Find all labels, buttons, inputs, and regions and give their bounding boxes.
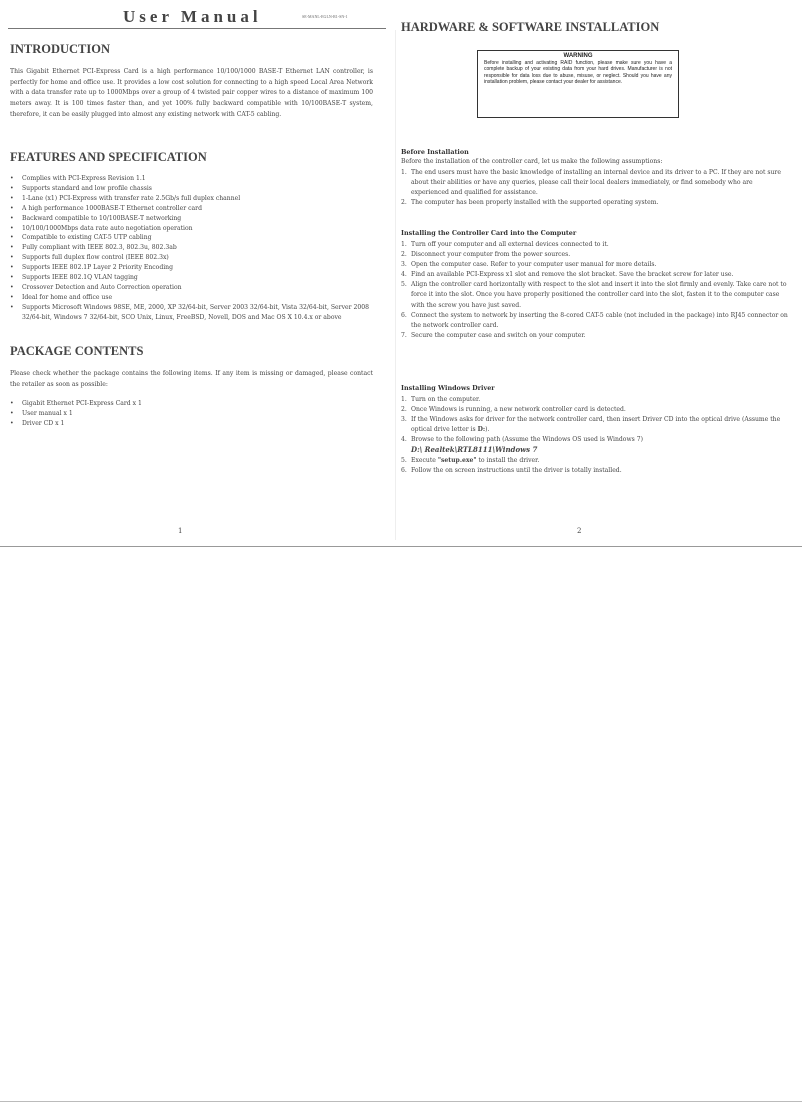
list-item: 3. If the Windows asks for driver for the network controller card, then insert Driver CD into the optical drive (Assume the optical drive letter is D:).: [401, 416, 781, 434]
install-card-list: [401, 240, 791, 341]
list-item: • Supports full duplex flow control (IEEE 802.3x): [10, 253, 376, 263]
list-item: • Compatible to existing CAT-5 UTP cabling: [10, 233, 376, 243]
list-item: • Driver CD x 1: [10, 419, 376, 429]
warning-text: Before installing and activating RAID function, please make sure you have a complete backup of your existing data from your hard drives. Manufacturer is not responsible for data loss due to abuse, misuse, or neglect. Should you have any installation problem, please contact your dealer for assistance.: [484, 60, 672, 85]
list-item: 2. The computer has been properly installed with the supported operating system.: [401, 199, 659, 207]
list-item: 7. Secure the computer case and switch on your computer.: [401, 331, 586, 339]
left-page: [0, 0, 395, 545]
intro-heading: INTRODUCTION: [10, 42, 111, 56]
list-item: • Backward compatible to 10/100BASE-T networking: [10, 214, 376, 224]
list-item: 1. The end users must have the basic knowledge of installing an internal device and its driver to a PC. If they are not sure about their abilities or have any queries, please call their local dealers immediately, or find somebody who are experienced and qualified for assistance.: [401, 169, 781, 197]
list-item: • Complies with PCI-Express Revision 1.1: [10, 174, 376, 184]
header-rule: [8, 28, 386, 29]
header-title: User Manual: [123, 7, 262, 26]
driver-heading: Installing Windows Driver: [401, 384, 495, 392]
list-item: 5. Execute "setup.exe" to install the driver.: [401, 456, 540, 464]
installation-heading: HARDWARE & SOFTWARE INSTALLATION: [401, 20, 660, 34]
list-item: • Supports IEEE 802.1Q VLAN tagging: [10, 273, 376, 283]
header-code: SE-MANL-EGLN-R1-SN-1: [302, 14, 348, 19]
intro-text: This Gigabit Ethernet PCI-Express Card is a high performance 10/100/1000 BASE-T Ethernet LAN controller, is perfectly for home and office use. It provides a low cost solution for connecting to a high speed Local Area Network with a data transfer rate up to 1000Mbps over a group of 4 twisted pair copper wires to a distance of maximum 100 meters away. It is 100 times faster than, and yet 100% fully backward compatible with 10/100BASE-T system, therefore, it can be easily plugged into almost any existing network with CAT-5 cabling.: [10, 68, 373, 118]
list-item: • Ideal for home and office use: [10, 293, 376, 303]
before-installation-heading: Before Installation: [401, 148, 469, 156]
list-item: 2. Disconnect your computer from the power sources.: [401, 251, 571, 259]
list-item: 4. Find an available PCI-Express x1 slot and remove the slot bracket. Save the bracket screw for later use.: [401, 271, 734, 279]
page-bottom-rule: [0, 546, 802, 547]
driver-path: D:\ Realtek\RTL8111\Windows 7: [411, 445, 538, 455]
page-number-1: 1: [178, 527, 183, 535]
driver-list: [401, 395, 791, 476]
list-item: • Crossover Detection and Auto Correction operation: [10, 283, 376, 293]
list-item: • User manual x 1: [10, 409, 376, 419]
install-card-heading: Installing the Controller Card into the Computer: [401, 229, 577, 237]
list-item: • Gigabit Ethernet PCI-Express Card x 1: [10, 399, 376, 409]
list-item: • Supports Microsoft Windows 98SE, ME, 2000, XP 32/64-bit, Server 2003 32/64-bit, Vista 32/64-bit, Server 2008 32/64-bit, Windows 7 32/64-bit, SCO Unix, Linux, FreeBSD, Novell, DOS and Mac OS X 10.4.x or above: [10, 303, 376, 323]
list-item: • Supports IEEE 802.1P Layer 2 Priority Encoding: [10, 263, 376, 273]
package-heading: PACKAGE CONTENTS: [10, 344, 144, 358]
warning-box: [477, 50, 679, 118]
list-item: 6. Connect the system to network by inserting the 8-cored CAT-5 cable (not included in the package) into RJ45 connector on the network controller card.: [401, 311, 788, 329]
package-list: [10, 399, 376, 429]
before-installation-intro: Before the installation of the controller card, let us make the following assumptions:: [401, 158, 663, 165]
list-item: 5. Align the controller card horizontally with respect to the slot and insert it into the slot firmly and evenly. Take care not to force it into the slot. Once you have properly positioned the controller card into the slot, fasten it to the computer case with the screw you have just saved.: [401, 281, 787, 309]
before-installation-list: [401, 168, 791, 208]
features-list: [10, 174, 376, 323]
list-item: • A high performance 1000BASE-T Ethernet controller card: [10, 204, 376, 214]
list-item: 6. Follow the on screen instructions until the driver is totally installed.: [401, 466, 622, 474]
list-item: 3. Open the computer case. Refer to your computer user manual for more details.: [401, 261, 657, 269]
scan-bottom-edge: [0, 1101, 802, 1102]
center-fold: [395, 30, 396, 540]
list-item: • Supports standard and low profile chassis: [10, 184, 376, 194]
list-item: 1. Turn on the computer.: [401, 396, 481, 403]
list-item: • Fully compliant with IEEE 802.3, 802.3u, 802.3ab: [10, 243, 376, 253]
list-item: • 1-Lane (x1) PCI-Express with transfer rate 2.5Gb/s full duplex channel: [10, 194, 376, 204]
list-item: 4. Browse to the following path (Assume the Windows OS used is Windows 7): [401, 436, 644, 444]
list-item: 1. Turn off your computer and all external devices connected to it.: [401, 241, 609, 248]
warning-title: WARNING: [563, 53, 593, 59]
list-item: 2. Once Windows is running, a new network controller card is detected.: [401, 406, 626, 414]
list-item: • 10/100/1000Mbps data rate auto negotiation operation: [10, 224, 376, 234]
right-page: [395, 0, 802, 545]
page-number-2: 2: [577, 527, 582, 535]
package-text: Please check whether the package contains the following items. If any item is missing or damaged, please contact the retailer as soon as possible:: [10, 370, 373, 388]
features-heading: FEATURES AND SPECIFICATION: [10, 150, 207, 164]
